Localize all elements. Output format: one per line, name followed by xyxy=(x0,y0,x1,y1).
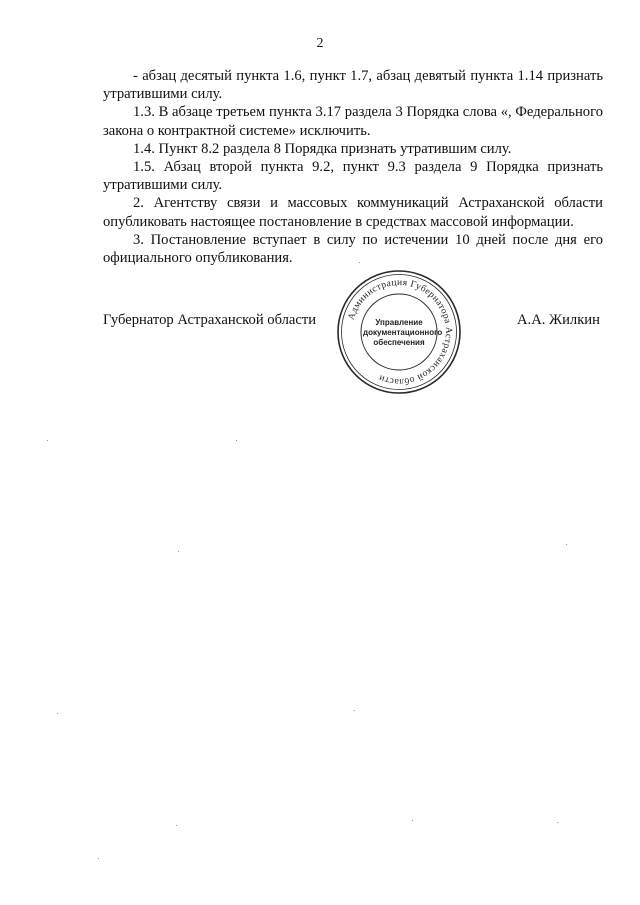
seal-center-line: документационного xyxy=(363,328,443,337)
seal-center-line: обеспечения xyxy=(373,338,425,347)
scan-speck xyxy=(57,713,58,714)
paragraph-1-3: 1.3. В абзаце третьем пункта 3.17 раздела 3 Порядка слова «, Федерального закона о контрактной системе» исключить. xyxy=(103,104,603,139)
scan-speck xyxy=(354,710,355,711)
scan-speck xyxy=(557,822,558,823)
page-number: 2 xyxy=(316,36,324,51)
scan-speck xyxy=(412,820,413,821)
paragraph-1-5: 1.5. Абзац второй пункта 9.2, пункт 9.3 раздела 9 Порядка признать утратившими силу. xyxy=(103,159,603,194)
document-body xyxy=(103,67,603,267)
signatory-position: Губернатор Астраханской области xyxy=(103,312,317,328)
signatory-name: А.А. Жилкин xyxy=(517,312,600,328)
scan-speck xyxy=(566,544,567,545)
scan-speck xyxy=(359,262,360,263)
seal-center-line: Управление xyxy=(375,318,423,327)
seal-center-text xyxy=(363,318,443,348)
scan-speck xyxy=(47,440,48,441)
scan-speck xyxy=(178,551,179,552)
scan-speck xyxy=(98,858,99,859)
scan-speck xyxy=(236,440,237,441)
scan-speck xyxy=(176,825,177,826)
seal-ring-text: Администрация Губернатора Астраханской области xyxy=(346,277,454,387)
official-seal xyxy=(335,268,463,396)
paragraph-abzac-10: - абзац десятый пункта 1.6, пункт 1.7, абзац девятый пункта 1.14 признать утратившими силу. xyxy=(103,68,603,103)
paragraph-2: 2. Агентству связи и массовых коммуникаций Астраханской области опубликовать настоящее постановление в средствах массовой информации. xyxy=(103,195,603,230)
paragraph-1-4: 1.4. Пункт 8.2 раздела 8 Порядка признать утратившим силу. xyxy=(133,140,512,157)
paragraph-3: 3. Постановление вступает в силу по истечении 10 дней после дня его официального опубликования. xyxy=(103,231,603,267)
